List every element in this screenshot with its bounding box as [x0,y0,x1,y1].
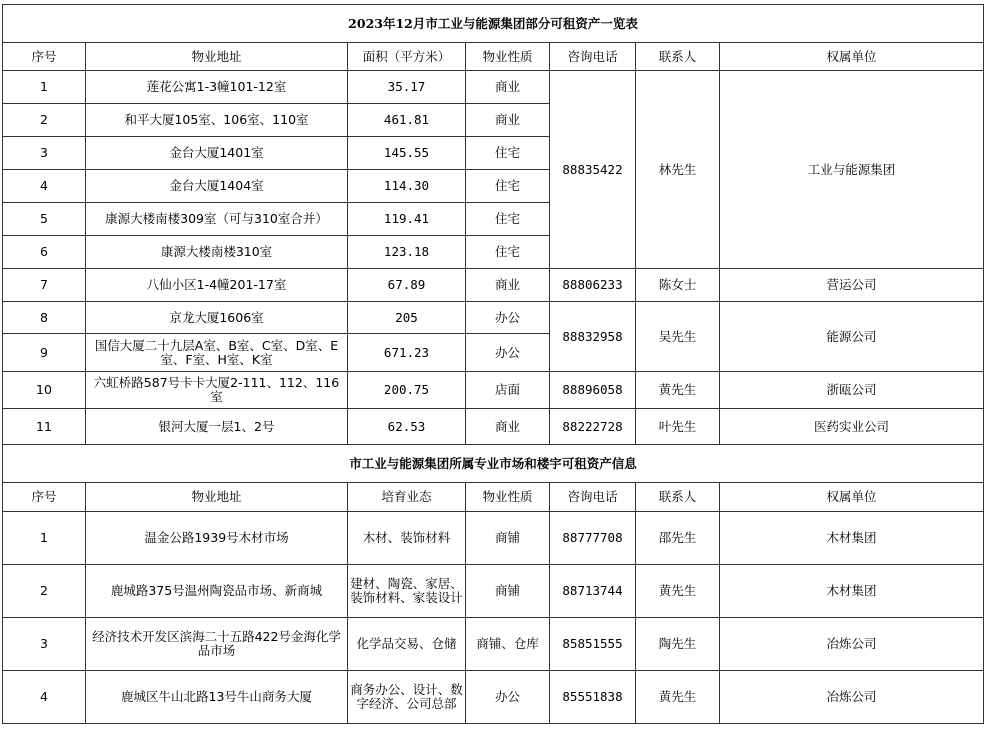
owner-unit: 能源公司 [720,302,984,372]
header-cell: 物业地址 [86,43,348,71]
row-number: 4 [3,671,86,724]
row-number: 7 [3,269,86,302]
table-row [3,671,984,724]
property-type: 住宅 [466,236,550,269]
row-number: 3 [3,618,86,671]
header-cell: 培育业态 [348,483,466,512]
rental-assets-table [2,4,984,724]
row-number: 10 [3,372,86,409]
business-type: 商务办公、设计、数字经济、公司总部 [348,671,466,724]
property-type: 住宅 [466,137,550,170]
contact: 黄先生 [636,372,720,409]
property-address: 康源大楼南楼309室（可与310室合并） [86,203,348,236]
area: 123.18 [348,236,466,269]
area: 671.23 [348,334,466,372]
area: 145.55 [348,137,466,170]
phone: 88835422 [550,71,636,269]
property-address: 金台大厦1404室 [86,170,348,203]
table-row [3,618,984,671]
header-cell: 咨询电话 [550,43,636,71]
owner-unit: 冶炼公司 [720,618,984,671]
property-type: 商业 [466,104,550,137]
property-address: 经济技术开发区滨海二十五路422号金海化学品市场 [86,618,348,671]
property-address: 银河大厦一层1、2号 [86,409,348,445]
property-address: 八仙小区1-4幢201-17室 [86,269,348,302]
property-type: 住宅 [466,170,550,203]
owner-unit: 工业与能源集团 [720,71,984,269]
row-number: 5 [3,203,86,236]
property-type: 住宅 [466,203,550,236]
phone: 88777708 [550,512,636,565]
property-address: 国信大厦二十九层A室、B室、C室、D室、E室、F室、H室、K室 [86,334,348,372]
table-row [3,512,984,565]
table-title: 市工业与能源集团所属专业市场和楼宇可租资产信息 [3,445,984,483]
area: 200.75 [348,372,466,409]
header-cell: 物业性质 [466,483,550,512]
owner-unit: 浙瓯公司 [720,372,984,409]
header-cell: 物业地址 [86,483,348,512]
table-row [3,269,984,302]
business-type: 建材、陶瓷、家居、装饰材料、家装设计 [348,565,466,618]
property-type: 办公 [466,334,550,372]
table-row [3,565,984,618]
area: 205 [348,302,466,334]
contact: 陶先生 [636,618,720,671]
contact: 吴先生 [636,302,720,372]
header-cell: 面积（平方米） [348,43,466,71]
table-row [3,71,984,104]
contact: 黄先生 [636,565,720,618]
owner-unit: 医药实业公司 [720,409,984,445]
row-number: 11 [3,409,86,445]
table-row [3,409,984,445]
area: 67.89 [348,269,466,302]
header-cell: 序号 [3,43,86,71]
phone: 88713744 [550,565,636,618]
header-row [3,43,984,71]
header-row [3,483,984,512]
property-address: 温金公路1939号木材市场 [86,512,348,565]
business-type: 木材、装饰材料 [348,512,466,565]
row-number: 8 [3,302,86,334]
phone: 88896058 [550,372,636,409]
row-number: 6 [3,236,86,269]
contact: 黄先生 [636,671,720,724]
header-cell: 权属单位 [720,483,984,512]
property-address: 六虹桥路587号卡卡大厦2-111、112、116室 [86,372,348,409]
property-type: 商业 [466,409,550,445]
row-number: 2 [3,565,86,618]
row-number: 3 [3,137,86,170]
property-address: 金台大厦1401室 [86,137,348,170]
header-cell: 物业性质 [466,43,550,71]
title-row [3,5,984,43]
header-cell: 权属单位 [720,43,984,71]
owner-unit: 木材集团 [720,512,984,565]
property-address: 和平大厦105室、106室、110室 [86,104,348,137]
area: 461.81 [348,104,466,137]
property-address: 京龙大厦1606室 [86,302,348,334]
property-type: 商铺 [466,565,550,618]
phone: 88222728 [550,409,636,445]
property-type: 办公 [466,671,550,724]
row-number: 9 [3,334,86,372]
property-type: 商业 [466,71,550,104]
row-number: 1 [3,512,86,565]
property-address: 康源大楼南楼310室 [86,236,348,269]
owner-unit: 营运公司 [720,269,984,302]
header-cell: 序号 [3,483,86,512]
phone: 85851555 [550,618,636,671]
row-number: 2 [3,104,86,137]
property-type: 商业 [466,269,550,302]
area: 119.41 [348,203,466,236]
property-address: 鹿城区牛山北路13号牛山商务大厦 [86,671,348,724]
property-type: 办公 [466,302,550,334]
contact: 叶先生 [636,409,720,445]
contact: 邵先生 [636,512,720,565]
contact: 林先生 [636,71,720,269]
owner-unit: 木材集团 [720,565,984,618]
header-cell: 咨询电话 [550,483,636,512]
area: 35.17 [348,71,466,104]
property-type: 店面 [466,372,550,409]
table-title: 2023年12月市工业与能源集团部分可租资产一览表 [3,5,984,43]
property-address: 鹿城路375号温州陶瓷品市场、新商城 [86,565,348,618]
phone: 85551838 [550,671,636,724]
business-type: 化学品交易、仓储 [348,618,466,671]
table-row [3,372,984,409]
row-number: 4 [3,170,86,203]
area: 114.30 [348,170,466,203]
phone: 88806233 [550,269,636,302]
property-type: 商铺 [466,512,550,565]
property-type: 商铺、仓库 [466,618,550,671]
title-row [3,445,984,483]
header-cell: 联系人 [636,483,720,512]
contact: 陈女士 [636,269,720,302]
row-number: 1 [3,71,86,104]
area: 62.53 [348,409,466,445]
property-address: 莲花公寓1-3幢101-12室 [86,71,348,104]
table-row [3,302,984,334]
owner-unit: 冶炼公司 [720,671,984,724]
header-cell: 联系人 [636,43,720,71]
phone: 88832958 [550,302,636,372]
